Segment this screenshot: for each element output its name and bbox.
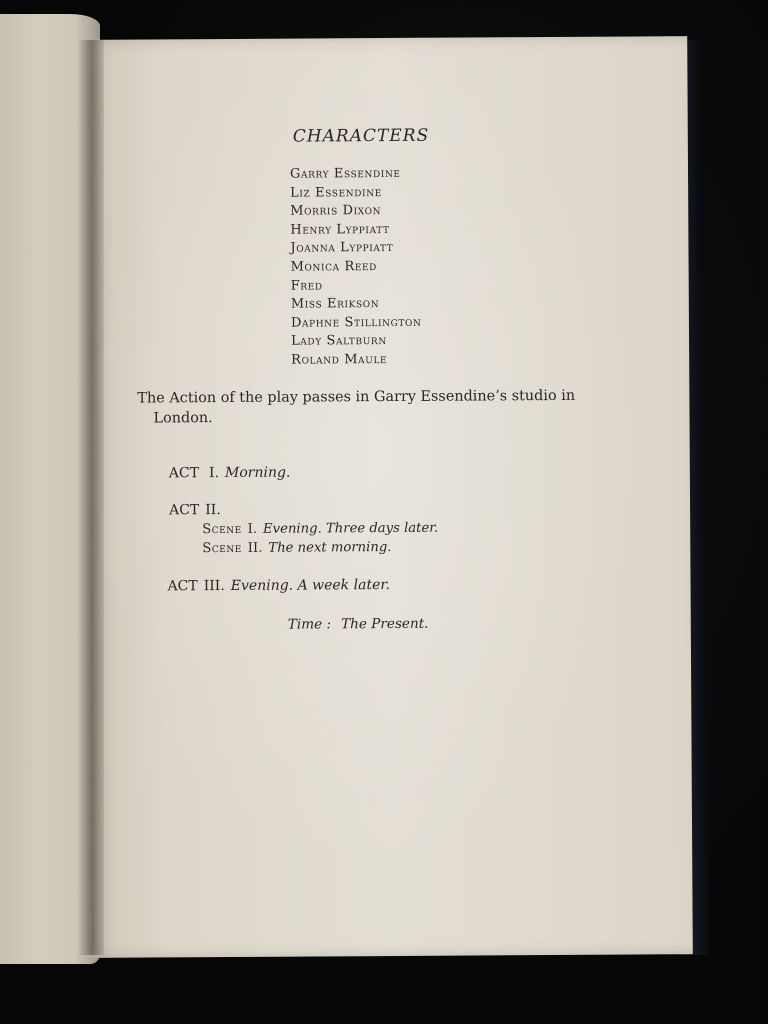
character-name: Lady Saltburn bbox=[291, 333, 387, 349]
act-label: ACT bbox=[167, 578, 198, 595]
act-two-scene-two bbox=[202, 540, 391, 556]
scene-description: The next morning. bbox=[268, 539, 392, 556]
act-one bbox=[169, 465, 291, 482]
act-number: I. bbox=[208, 465, 220, 482]
scene-number: II. bbox=[247, 540, 263, 556]
character-name: Daphne Stillington bbox=[290, 314, 422, 331]
setting-description bbox=[137, 386, 607, 429]
time-label: Time : bbox=[287, 616, 332, 633]
time-value: The Present. bbox=[340, 615, 429, 633]
act-description: Morning. bbox=[224, 464, 291, 482]
character-name: Morris Dixon bbox=[290, 203, 382, 219]
act-description: Evening. A week later. bbox=[230, 577, 390, 594]
scene-number: I. bbox=[247, 521, 258, 537]
character-name: Miss Erikson bbox=[290, 296, 380, 312]
characters-heading: CHARACTERS bbox=[292, 125, 430, 147]
character-list bbox=[290, 165, 422, 370]
act-number: II. bbox=[205, 502, 221, 519]
act-two-scene-one bbox=[202, 521, 438, 537]
act-number: III. bbox=[203, 578, 225, 595]
setting-line-1: The Action of the play passes in Garry Essendine’s studio in bbox=[137, 387, 576, 407]
act-two bbox=[169, 502, 221, 518]
time-line bbox=[288, 616, 429, 633]
scene-label: Scene bbox=[202, 521, 242, 538]
act-label: ACT bbox=[168, 465, 200, 482]
character-name: Roland Maule bbox=[291, 351, 388, 368]
act-label: ACT bbox=[169, 502, 200, 519]
book-page bbox=[89, 36, 693, 958]
scene-label: Scene bbox=[202, 540, 242, 557]
scene-description: Evening. Three days later. bbox=[262, 520, 439, 537]
act-three bbox=[167, 577, 389, 594]
character-name: Liz Essendine bbox=[290, 184, 382, 201]
character-name: Monica Reed bbox=[290, 259, 378, 275]
character-name: Joanna Lyppiatt bbox=[290, 240, 394, 256]
setting-line-2: London. bbox=[153, 410, 213, 427]
book-gutter bbox=[78, 40, 104, 955]
character-name: Garry Essendine bbox=[289, 165, 401, 182]
character-name: Fred bbox=[290, 277, 323, 294]
character-name: Henry Lyppiatt bbox=[290, 221, 390, 238]
